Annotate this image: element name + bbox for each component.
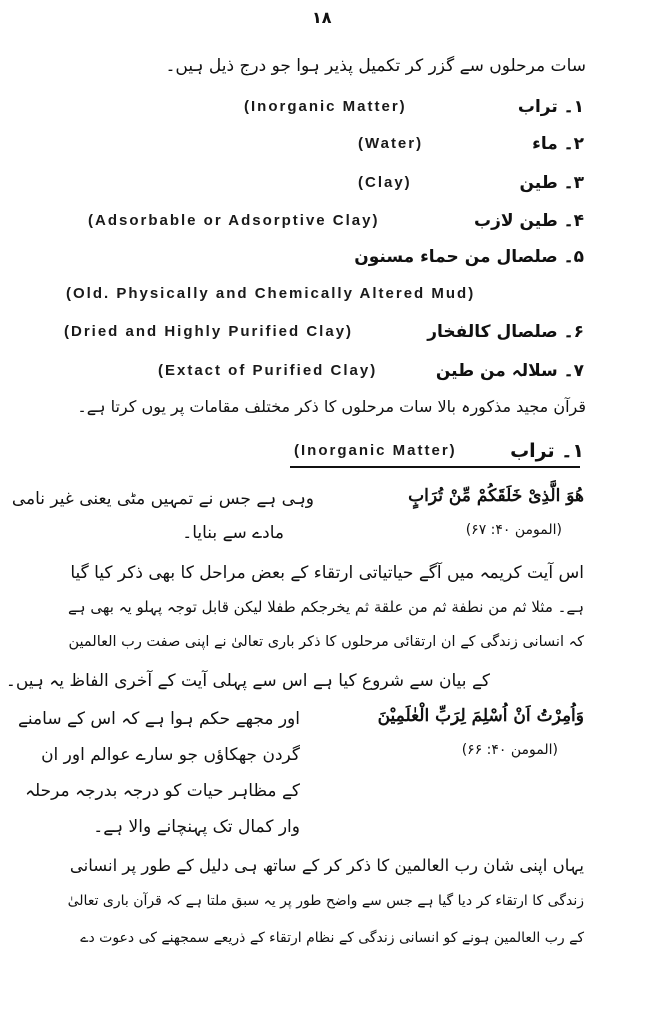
para1-line-2: ہے۔ مثلا ثم من نطفة ثم من علقة ثم يخرجكم طفلا لیکن قابل توجہ پہلو یہ بھی ہے xyxy=(68,598,584,616)
verse2-translation-4: وار کمال تک پہنچانے والا ہے۔ xyxy=(93,817,300,837)
stage-6-urdu: ۶۔ صلصال کالفخار xyxy=(427,322,584,342)
para2-line-2: زندگی کا ارتقاء کر دیا گیا ہے جس سے واضح طور پر یہ سبق ملتا ہے کہ قرآن باری تعالیٰ xyxy=(67,893,584,909)
para1-line-3: کہ انسانی زندگی کے ان ارتقائی مرحلوں کا ذکر باری تعالیٰ نے اپنی صفت رب العالمین xyxy=(68,634,584,650)
verse1-translation-1: وہی ہے جس نے تمہیں مٹی یعنی غیر نامی xyxy=(11,489,314,509)
section-underline xyxy=(290,466,580,468)
stage-5-urdu: ۵۔ صلصال من حماء مسنون xyxy=(354,247,584,267)
verse2-translation-2: گردن جھکاؤں جو سارے عوالم اور ان xyxy=(41,745,300,765)
verse1-reference: (المومن ۴۰: ۶۷) xyxy=(465,522,562,538)
stage-3-urdu: ۳۔ طین xyxy=(519,173,584,193)
stage-1-english: (Inorganic Matter) xyxy=(244,98,407,115)
page-number: ۱۸ xyxy=(312,8,332,27)
stage-2-english: (Water) xyxy=(358,135,424,152)
verse2-arabic: وَاُمِرْتُ اَنْ اُسْلِمَ لِرَبِّ الْعٰلَمِيْنَ xyxy=(377,706,584,726)
stage-7-urdu: ۷۔ سلالہ من طین xyxy=(435,361,584,381)
stage-6-english: (Dried and Highly Purified Clay) xyxy=(64,323,354,340)
section-heading-english: (Inorganic Matter) xyxy=(294,442,457,459)
stage-2-urdu: ۲۔ ماء xyxy=(532,134,584,154)
intro-line: سات مرحلوں سے گزر کر تکمیل پذیر ہوا جو درج ذیل ہیں۔ xyxy=(165,56,586,76)
stage-3-english: (Clay) xyxy=(358,174,412,191)
verse1-arabic: هُوَ الَّذِىْ خَلَقَكُمْ مِّنْ تُرَابٍ xyxy=(408,486,584,506)
quran-mention: قرآن مجید مذکورہ بالا سات مرحلوں کا ذکر مختلف مقامات پر یوں کرتا ہے۔ xyxy=(77,397,586,416)
stage-7-english: (Extact of Purified Clay) xyxy=(158,362,378,379)
verse2-reference: (المومن ۴۰: ۶۶) xyxy=(461,742,558,758)
verse2-translation-3: کے مظاہر حیات کو درجہ بدرجہ مرحلہ xyxy=(25,781,300,801)
verse1-translation-2: مادے سے بنایا۔ xyxy=(182,523,284,543)
para1-line-4: کے بیان سے شروع کیا ہے اس سے پہلی آیت کے آخری الفاظ یہ ہیں۔ xyxy=(5,671,490,691)
section-heading-urdu: ۱۔ تراب xyxy=(510,440,584,462)
para1-line-1: اس آیت کریمہ میں آگے حیاتیاتی ارتقاء کے بعض مراحل کا بھی ذکر کیا گیا xyxy=(70,563,584,583)
para2-line-1: یہاں اپنی شان رب العالمین کا ذکر کر کے ساتھ ہی دلیل کے طور پر انسانی xyxy=(69,856,584,875)
verse2-translation-1: اور مجھے حکم ہوا ہے کہ اس کے سامنے xyxy=(17,709,300,729)
para2-line-3: کے رب العالمین ہونے کو انسانی زندگی کے نظام ارتقاء کے ذریعے سمجھنے کی دعوت دے xyxy=(80,930,584,946)
stage-4-urdu: ۴۔ طین لازب xyxy=(474,211,584,231)
stage-1-urdu: ۱۔ تراب xyxy=(517,97,584,117)
stage-4-english: (Adsorbable or Adsorptive Clay) xyxy=(88,212,380,229)
stage-5-english: (Old. Physically and Chemically Altered Mud) xyxy=(66,285,476,302)
